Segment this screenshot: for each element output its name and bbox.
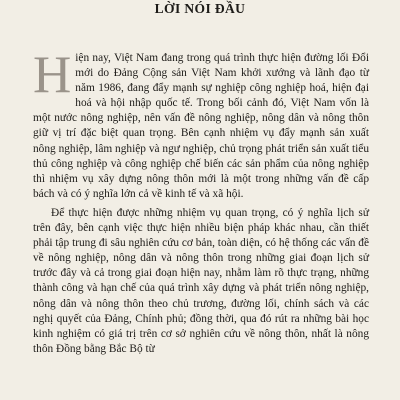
body-text (33, 46, 369, 357)
page-bottom-edge (0, 390, 400, 400)
page-title: LỜI NÓI ĐẦU (154, 1, 246, 16)
paragraph-1 (33, 46, 369, 202)
paragraph-1-text: iện nay, Việt Nam đang trong quá trình thực hiện đường lối Đổi mới do Đảng Cộng sản Việt Nam khởi xướng và lãnh đạo từ năm 1986, đang đẩy mạnh sự nghiệp công nghiệp hoá, hiện đại hoá và hội nhập quốc tế. Trong bối cảnh đó, Việt Nam vốn là một nước nông nghiệp, nên vấn đề nông nghiệp, nông dân và nông thôn giữ vị trí đặc biệt quan trọng. Bên cạnh nhiệm vụ đẩy mạnh sản xuất nông nghiệp, lâm nghiệp và ngư nghiệp, chủ trọng phát triển sản xuất tiểu thủ công nghiệp và công nghiệp chế biến các sản phẩm của nông nghiệp thì nhiệm vụ xây dựng nông thôn mới là một trong những vấn đề cấp bách và có ý nghĩa lớn cả về kinh tế và xã hội. (33, 52, 369, 200)
drop-cap: H (33, 46, 72, 104)
paragraph-2: Để thực hiện được những nhiệm vụ quan trọng, có ý nghĩa lịch sử trên đây, bên cạnh việc thực hiện nhiều biện pháp khác nhau, cần thiết phải tập trung đi sâu nghiên cứu cơ bản, toàn diện, có hệ thống các vấn đề về nông nghiệp, nông dân và nông thôn trong những giai đoạn lịch sử trước đây và cả trong giai đoạn hiện nay, nhằm làm rõ thực trạng, những thành công và hạn chế của quá trình xây dựng và phát triển nông nghiệp, nông dân và nông thôn theo chủ trương, đường lối, chính sách và các nghị quyết của Đảng, Chính phủ; đồng thời, qua đó rút ra những bài học kinh nghiệm có giá trị trên cơ sở nghiên cứu về nông thôn, nhất là nông thôn Đồng bằng Bắc Bộ từ (33, 206, 369, 355)
